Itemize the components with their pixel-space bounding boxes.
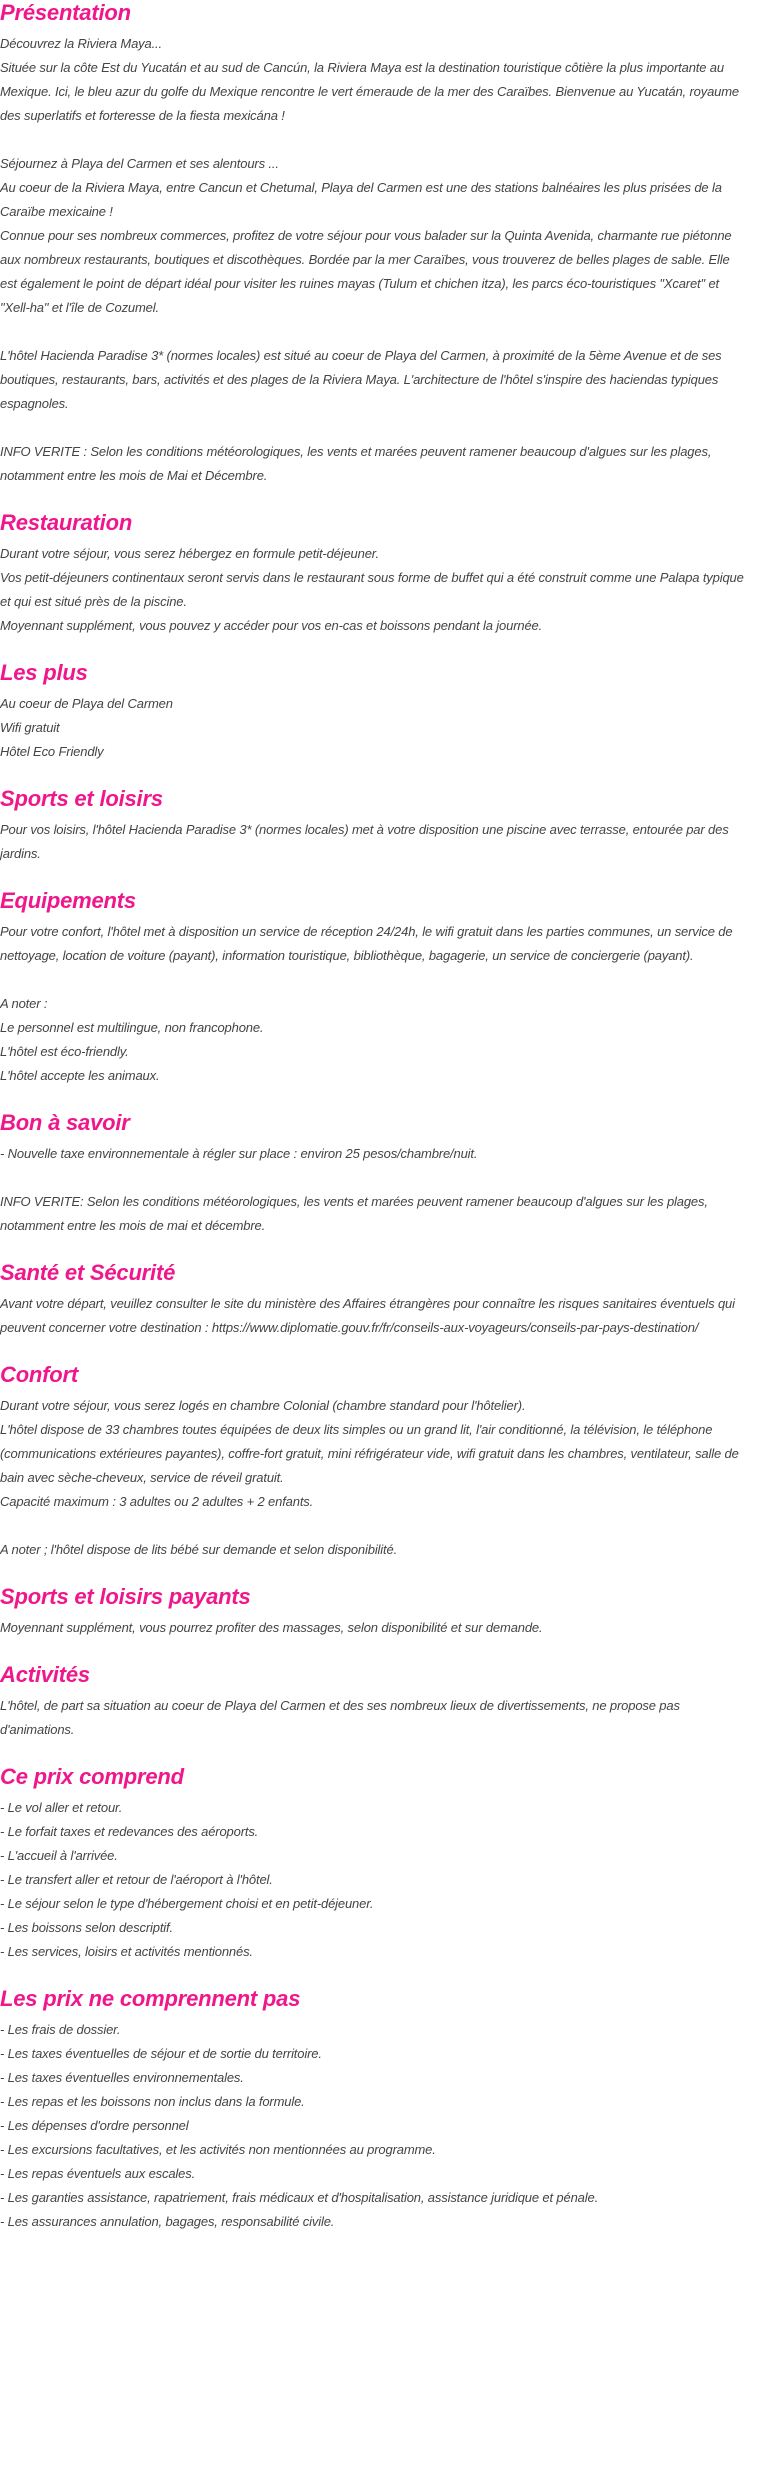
list-item: - Les boissons selon descriptif. bbox=[0, 1920, 173, 1935]
list-item: - Le transfert aller et retour de l'aéroport à l'hôtel. bbox=[0, 1872, 273, 1887]
sports-piscine: Pour vos loisirs, l'hôtel Hacienda Paradise 3* (normes locales) met à votre disposition une piscine avec terrasse, entourée par des jardins. bbox=[0, 822, 729, 861]
list-item: - Les services, loisirs et activités mentionnés. bbox=[0, 1944, 253, 1959]
bon-info-verite: INFO VERITE: Selon les conditions météorologiques, les vents et marées peuvent ramener beaucoup d'algues sur les plages, notamment entre les mois de mai et décembre. bbox=[0, 1194, 708, 1233]
section-sports-loisirs bbox=[0, 784, 748, 866]
presentation-playa: Au coeur de la Riviera Maya, entre Cancun et Chetumal, Playa del Carmen est une des stations balnéaires les plus prisées de la Caraïbe mexicaine ! bbox=[0, 180, 722, 219]
confort-lits-bebe: A noter ; l'hôtel dispose de lits bébé sur demande et selon disponibilité. bbox=[0, 1542, 398, 1557]
sports-payants-massages: Moyennant supplément, vous pourrez profiter des massages, selon disponibilité et sur demande. bbox=[0, 1620, 543, 1635]
confort-equipements: L'hôtel dispose de 33 chambres toutes équipées de deux lits simples ou un grand lit, l'air conditionné, la télévision, le téléphone (communications extérieures payantes), coffre-fort gratuit, mini réfrigérateur vide, wifi gratuit dans les chambres, ventilateur, salle de bain avec sèche-cheveux, service de réveil gratuit. bbox=[0, 1422, 739, 1485]
presentation-commerces: Connue pour ses nombreux commerces, profitez de votre séjour pour vous balader sur la Quinta Avenida, charmante rue piétonne aux nombreux restaurants, boutiques et discothèques. Bordée par la mer Caraïbes, vous trouverez de belles plages de sable. Elle est également le point de départ idéal pour visiter les ruines mayas (Tulum et chichen itza), les parcs éco-touristiques "Xcaret" et "Xell-ha" et l'île de Cozumel. bbox=[0, 228, 732, 315]
confort-capacite: Capacité maximum : 3 adultes ou 2 adultes + 2 enfants. bbox=[0, 1494, 314, 1509]
list-item: - L'accueil à l'arrivée. bbox=[0, 1848, 118, 1863]
list-item: - Le séjour selon le type d'hébergement choisi et en petit-déjeuner. bbox=[0, 1896, 374, 1911]
activites-animations: L'hôtel, de part sa situation au coeur de Playa del Carmen et des ses nombreux lieux de divertissements, ne propose pas d'animations. bbox=[0, 1698, 680, 1737]
restauration-petit-dejeuner: Vos petit-déjeuners continentaux seront servis dans le restaurant sous forme de buffet qui a été construit comme une Palapa typique et qui est situé près de la piscine. bbox=[0, 570, 744, 609]
section-restauration bbox=[0, 508, 748, 638]
list-item: Au coeur de Playa del Carmen bbox=[0, 696, 173, 711]
equipements-animaux: L'hôtel accepte les animaux. bbox=[0, 1068, 160, 1083]
section-title-ce-prix-comprend: Ce prix comprend bbox=[0, 1764, 184, 1789]
section-bon-a-savoir bbox=[0, 1108, 748, 1238]
presentation-hotel: L'hôtel Hacienda Paradise 3* (normes locales) est situé au coeur de Playa del Carmen, à proximité de la 5ème Avenue et de ses boutiques, restaurants, bars, activités et des plages de la Riviera Maya. L'architecture de l'hôtel s'inspire des haciendas typiques espagnoles. bbox=[0, 348, 722, 411]
section-title-les-plus: Les plus bbox=[0, 660, 88, 685]
presentation-info-verite: INFO VERITE : Selon les conditions météorologiques, les vents et marées peuvent ramener beaucoup d'algues sur les plages, notamment entre les mois de Mai et Décembre. bbox=[0, 444, 712, 483]
section-title-restauration: Restauration bbox=[0, 510, 133, 535]
section-ne-comprennent-pas bbox=[0, 1984, 748, 2234]
section-confort bbox=[0, 1360, 748, 1562]
list-item: - Les dépenses d'ordre personnel bbox=[0, 2118, 189, 2133]
equipements-services: Pour votre confort, l'hôtel met à disposition un service de réception 24/24h, le wifi gratuit dans les parties communes, un service de nettoyage, location de voiture (payant), information touristique, bibliothèque, bagagerie, un service de conciergerie (payant). bbox=[0, 924, 733, 963]
section-title-presentation: Présentation bbox=[0, 0, 131, 25]
confort-chambre: Durant votre séjour, vous serez logés en chambre Colonial (chambre standard pour l'hôtelier). bbox=[0, 1398, 526, 1413]
presentation-sejour-heading: Séjournez à Playa del Carmen et ses alentours ... bbox=[0, 156, 279, 171]
list-item: - Les excursions facultatives, et les activités non mentionnées au programme. bbox=[0, 2142, 436, 2157]
list-item: - Les repas éventuels aux escales. bbox=[0, 2166, 196, 2181]
section-title-confort: Confort bbox=[0, 1362, 79, 1387]
section-sports-loisirs-payants bbox=[0, 1582, 748, 1640]
section-title-activites: Activités bbox=[0, 1662, 90, 1687]
section-ce-prix-comprend bbox=[0, 1762, 748, 1964]
list-item: - Le vol aller et retour. bbox=[0, 1800, 123, 1815]
list-item: Hôtel Eco Friendly bbox=[0, 744, 104, 759]
section-sante-securite bbox=[0, 1258, 748, 1340]
equipements-eco: L'hôtel est éco-friendly. bbox=[0, 1044, 129, 1059]
list-item: - Les frais de dossier. bbox=[0, 2022, 121, 2037]
restauration-formule: Durant votre séjour, vous serez hébergez en formule petit-déjeuner. bbox=[0, 546, 379, 561]
equipements-a-noter: A noter : bbox=[0, 996, 48, 1011]
restauration-supplement: Moyennant supplément, vous pouvez y accéder pour vos en-cas et boissons pendant la journée. bbox=[0, 618, 543, 633]
section-presentation bbox=[0, 0, 748, 488]
section-title-sports-loisirs: Sports et loisirs bbox=[0, 786, 163, 811]
section-title-bon-a-savoir: Bon à savoir bbox=[0, 1110, 130, 1135]
section-title-sante-securite: Santé et Sécurité bbox=[0, 1260, 176, 1285]
list-item: - Les garanties assistance, rapatriement, frais médicaux et d'hospitalisation, assistance juridique et pénale. bbox=[0, 2190, 599, 2205]
list-item: - Les taxes éventuelles environnementales. bbox=[0, 2070, 244, 2085]
equipements-personnel: Le personnel est multilingue, non francophone. bbox=[0, 1020, 264, 1035]
list-item: - Les assurances annulation, bagages, responsabilité civile. bbox=[0, 2214, 335, 2229]
section-equipements bbox=[0, 886, 748, 1088]
section-activites bbox=[0, 1660, 748, 1742]
list-item: - Le forfait taxes et redevances des aéroports. bbox=[0, 1824, 259, 1839]
section-title-equipements: Equipements bbox=[0, 888, 136, 913]
section-title-ne-comprennent-pas: Les prix ne comprennent pas bbox=[0, 1986, 301, 2011]
presentation-intro: Découvrez la Riviera Maya... bbox=[0, 36, 162, 51]
bon-taxe: - Nouvelle taxe environnementale à régler sur place : environ 25 pesos/chambre/nuit. bbox=[0, 1146, 478, 1161]
list-item: - Les repas et les boissons non inclus dans la formule. bbox=[0, 2094, 305, 2109]
presentation-riviera: Située sur la côte Est du Yucatán et au sud de Cancún, la Riviera Maya est la destination touristique côtière la plus importante au Mexique. Ici, le bleu azur du golfe du Mexique rencontre le vert émeraude de la mer des Caraïbes. Bienvenue au Yucatán, royaume des superlatifs et forteresse de la fiesta mexicána ! bbox=[0, 60, 740, 123]
list-item: - Les taxes éventuelles de séjour et de sortie du territoire. bbox=[0, 2046, 322, 2061]
section-title-sports-loisirs-payants: Sports et loisirs payants bbox=[0, 1584, 251, 1609]
list-item: Wifi gratuit bbox=[0, 720, 60, 735]
section-les-plus bbox=[0, 658, 748, 764]
sante-conseils: Avant votre départ, veuillez consulter le site du ministère des Affaires étrangères pour connaître les risques sanitaires éventuels qui peuvent concerner votre destination : https://www.diplomatie.gouv.fr/fr/conseils-aux-voyageurs/conseils-par-pays-destination/ bbox=[0, 1296, 735, 1335]
